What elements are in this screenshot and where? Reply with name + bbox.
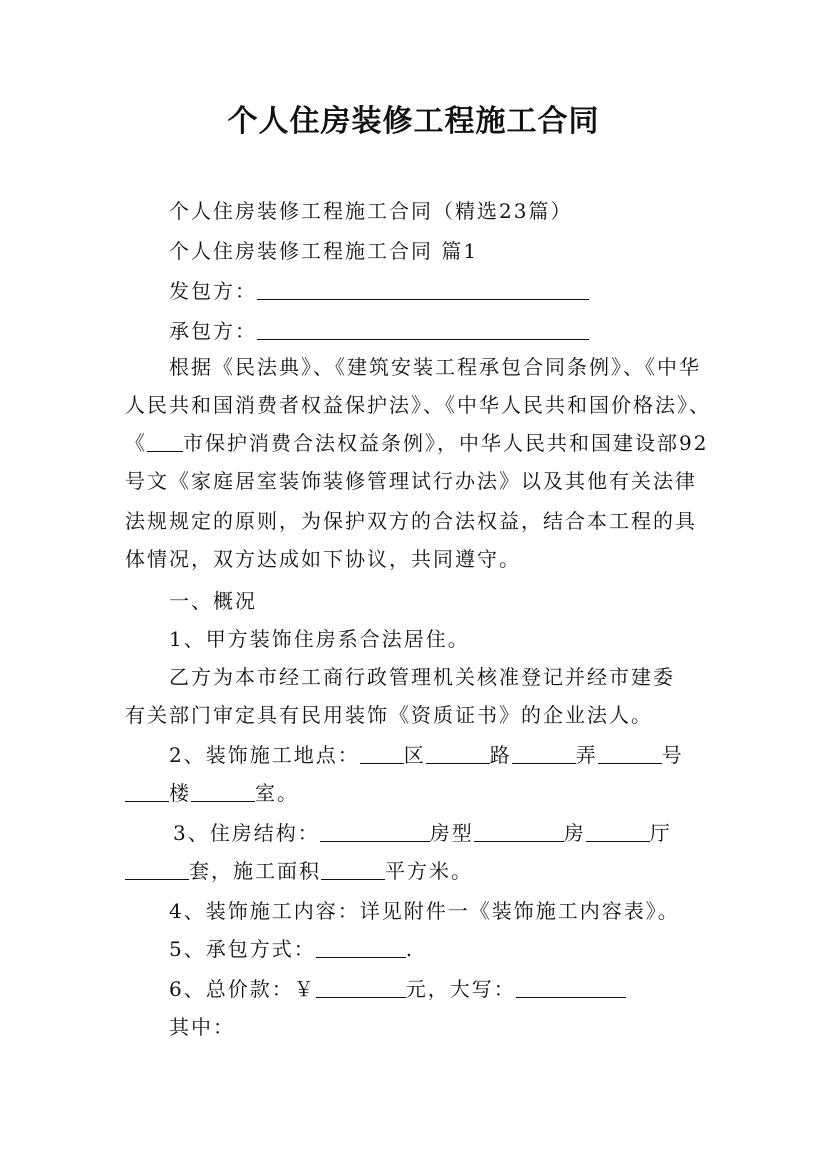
- basis-line-3: [125, 428, 708, 458]
- lane-label: 弄: [575, 743, 598, 767]
- document-title: 个人住房装修工程施工合同: [227, 104, 600, 139]
- item-3-line-2: [125, 856, 473, 886]
- basis-line-3-text: 市保护消费合法权益条例》，中华人民共和国建设部92: [183, 431, 709, 455]
- area-blank: [321, 857, 385, 880]
- item-1: 1、甲方装饰住房系合法居住。: [169, 627, 470, 651]
- building-label: 楼: [169, 781, 191, 805]
- party-a-line: [169, 276, 589, 306]
- rooms-blank: [474, 819, 564, 842]
- price-uppercase-blank: [516, 975, 626, 998]
- party-b-line: [169, 316, 589, 346]
- building-blank: [125, 779, 169, 802]
- item-1b-line-2: 有关部门审定具有民用装饰《资质证书》的企业法人。: [125, 703, 653, 727]
- room-blank: [191, 779, 255, 802]
- item-2-line-1: [169, 740, 684, 770]
- halls-label: 厅: [649, 821, 672, 845]
- sets-label: 套，施工面积: [189, 859, 321, 883]
- item-7: 其中：: [169, 1015, 235, 1039]
- halls-blank: [586, 819, 650, 842]
- party-b-blank: [257, 317, 589, 340]
- item-5: [169, 934, 414, 964]
- room-label: 室。: [255, 781, 299, 805]
- section-overview: 一、概况: [169, 589, 257, 613]
- basis-line-5: 法规规定的原则，为保护双方的合法权益，结合本工程的具: [125, 509, 697, 533]
- item-6: [169, 974, 626, 1004]
- item-4: 4、装饰施工内容：详见附件一《装饰施工内容表》。: [169, 899, 680, 923]
- rooms-label: 房: [563, 821, 586, 845]
- item-5-suffix: .: [405, 937, 415, 961]
- district-label: 区: [403, 743, 426, 767]
- party-a-blank: [257, 277, 589, 300]
- party-b-label: 承包方：: [169, 319, 257, 343]
- basis-line-2: 人民共和国消费者权益保护法》、《中华人民共和国价格法》、: [125, 393, 711, 417]
- price-blank: [316, 975, 406, 998]
- road-label: 路: [489, 743, 512, 767]
- basis-line-6: 体情况，双方达成如下协议，共同遵守。: [125, 547, 521, 571]
- district-blank: [360, 741, 404, 764]
- basis-open-quote: 《: [125, 431, 147, 455]
- lane-blank: [512, 741, 576, 764]
- number-label: 号: [661, 743, 684, 767]
- number-blank: [598, 741, 662, 764]
- party-a-label: 发包方：: [169, 279, 257, 303]
- item-2-prefix: 2、装饰施工地点：: [169, 743, 360, 767]
- document-subtitle: 个人住房装修工程施工合同（精选23篇）: [169, 199, 573, 223]
- basis-line-1: 根据《民法典》、《建筑安装工程承包合同条例》、《中华: [169, 355, 701, 379]
- contract-method-blank: [316, 935, 406, 958]
- city-blank: [147, 429, 183, 452]
- chapter-heading: 个人住房装修工程施工合同 篇1: [169, 239, 479, 263]
- structure-blank: [320, 819, 430, 842]
- basis-line-4: 号文《家庭居室装饰装修管理试行办法》以及其他有关法律: [125, 469, 697, 493]
- item-5-prefix: 5、承包方式：: [169, 937, 316, 961]
- item-2-line-2: [125, 778, 299, 808]
- yuan-label: 元，大写：: [405, 977, 516, 1001]
- road-blank: [426, 741, 490, 764]
- type-label: 房型: [429, 821, 474, 845]
- item-1b-line-1: 乙方为本市经工商行政管理机关核准登记并经市建委: [169, 665, 675, 689]
- area-unit-label: 平方米。: [385, 859, 473, 883]
- sets-blank: [125, 857, 189, 880]
- item-3-prefix: 3、住房结构：: [173, 821, 320, 845]
- item-6-prefix: 6、总价款：￥: [169, 977, 316, 1001]
- item-3-line-1: [173, 818, 672, 848]
